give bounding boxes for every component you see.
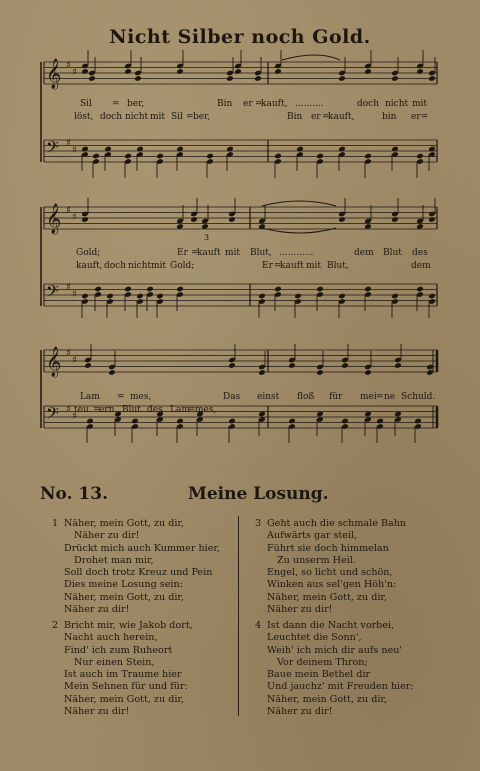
lyric: mit bbox=[151, 261, 167, 271]
lyric: Lam bbox=[170, 405, 190, 415]
note-head bbox=[341, 362, 349, 369]
note-head bbox=[428, 293, 436, 300]
note-head bbox=[134, 75, 142, 82]
lyric: nicht bbox=[125, 112, 149, 122]
lyric: = bbox=[93, 405, 101, 415]
lyric: Blut, bbox=[327, 261, 349, 271]
hymn-title: Meine Losung. bbox=[188, 484, 329, 504]
verse-line: Nur einen Stein, bbox=[74, 656, 155, 668]
note-head bbox=[391, 216, 399, 223]
lyric: einst bbox=[257, 392, 280, 402]
verse-number: 1 bbox=[52, 518, 59, 529]
sharp-sign: ♯ bbox=[66, 138, 71, 149]
lyric: Sil bbox=[80, 99, 92, 109]
sharp-sign: ♯ bbox=[72, 411, 77, 422]
sharp-sign: ♯ bbox=[72, 212, 77, 223]
verse-line: Näher zu dir! bbox=[64, 706, 130, 718]
lyric: nicht bbox=[128, 261, 152, 271]
verse-4 bbox=[255, 620, 414, 718]
lyric: mit bbox=[412, 99, 428, 109]
verse-line: Weih' ich mich dir aufs neu' bbox=[267, 644, 403, 656]
lyric: kauft, bbox=[76, 261, 103, 271]
lyric: = bbox=[322, 112, 330, 122]
lyric: doch bbox=[104, 261, 127, 271]
verse-line: Baue mein Bethel dir bbox=[267, 669, 371, 681]
verse-line: Dies meine Losung sein: bbox=[64, 579, 183, 591]
lyric: Bin bbox=[217, 99, 233, 109]
sharp-sign: ♯ bbox=[72, 289, 77, 300]
lyric: = bbox=[274, 261, 282, 271]
note-head bbox=[124, 286, 132, 293]
verse-line: Näher, mein Gott, zu dir, bbox=[64, 591, 184, 603]
note-head bbox=[131, 418, 139, 425]
note-head bbox=[106, 293, 114, 300]
lyric: für bbox=[329, 392, 343, 402]
note-head bbox=[81, 68, 89, 75]
note-head bbox=[288, 418, 296, 425]
treble-clef: 𝄞 bbox=[46, 204, 62, 234]
verse-line: Drückt mich auch Kummer hier, bbox=[64, 542, 220, 554]
lyric: doch bbox=[357, 99, 380, 109]
lyric: Er bbox=[262, 261, 273, 271]
lyric: er bbox=[243, 99, 253, 109]
note-head bbox=[428, 216, 436, 223]
lyric: löst, bbox=[74, 112, 94, 122]
bass-clef: 𝄢 bbox=[46, 137, 59, 161]
lyric: kauft bbox=[280, 261, 304, 271]
slur bbox=[282, 55, 340, 60]
lyric: Blut, bbox=[250, 248, 272, 258]
lyric: mei bbox=[360, 392, 377, 402]
sharp-sign: ♯ bbox=[66, 205, 71, 216]
note-head bbox=[391, 293, 399, 300]
note-head bbox=[338, 293, 346, 300]
sharp-sign: ♯ bbox=[66, 348, 71, 359]
lyric: = bbox=[191, 248, 199, 258]
verse-line: Näher, mein Gott, zu dir, bbox=[64, 518, 184, 529]
lyric: floß bbox=[297, 392, 315, 402]
sharp-sign: ♯ bbox=[72, 355, 77, 366]
lyric: = bbox=[186, 112, 194, 122]
note-head bbox=[294, 293, 302, 300]
column-divider bbox=[238, 516, 239, 716]
note-head bbox=[146, 286, 154, 293]
sharp-sign: ♯ bbox=[66, 404, 71, 415]
note-head bbox=[341, 418, 349, 425]
lyric: dem bbox=[411, 261, 431, 271]
lyric: mit bbox=[306, 261, 322, 271]
lyric: ............ bbox=[279, 248, 314, 258]
lyric: Gold; bbox=[76, 248, 101, 258]
note-head bbox=[108, 369, 116, 376]
lyric: Blut bbox=[383, 248, 402, 258]
note-head bbox=[288, 362, 296, 369]
note-head bbox=[156, 153, 164, 160]
lyric: teu bbox=[74, 405, 89, 415]
verse-line: Geht auch die schmale Bahn bbox=[267, 518, 407, 529]
song-title: Nicht Silber noch Gold. bbox=[109, 26, 371, 48]
lyric: Lam bbox=[80, 392, 100, 402]
verse-line: Näher zu dir! bbox=[267, 604, 333, 616]
note-head bbox=[124, 68, 132, 75]
lyric: ne bbox=[384, 392, 396, 402]
note-head bbox=[416, 68, 424, 75]
note-head bbox=[416, 286, 424, 293]
slur bbox=[262, 201, 336, 206]
sharp-sign: ♯ bbox=[72, 67, 77, 78]
sharp-sign: ♯ bbox=[66, 60, 71, 71]
note-head bbox=[316, 369, 324, 376]
verse-number: 3 bbox=[255, 518, 262, 529]
verse-line: Zu unserm Heil. bbox=[277, 554, 356, 566]
verse-line: Drohet man mir, bbox=[74, 554, 154, 566]
note-head bbox=[364, 369, 372, 376]
verse-line: Führt sie doch himmelan bbox=[267, 542, 389, 554]
lyric: er bbox=[311, 112, 321, 122]
note-head bbox=[391, 75, 399, 82]
lyric: dem bbox=[354, 248, 374, 258]
lyric: Gold; bbox=[170, 261, 195, 271]
note-head bbox=[176, 68, 184, 75]
verse-line: Ist dann die Nacht vorbei, bbox=[267, 620, 395, 631]
note-head bbox=[88, 75, 96, 82]
note-head bbox=[364, 68, 372, 75]
verse-line: Mein Sehnen für und für: bbox=[64, 681, 188, 693]
note-head bbox=[338, 216, 346, 223]
note-head bbox=[190, 216, 198, 223]
note-head bbox=[428, 75, 436, 82]
verse-line: Näher zu dir! bbox=[64, 604, 130, 616]
lyric: mes, bbox=[195, 405, 217, 415]
sharp-sign: ♯ bbox=[72, 145, 77, 156]
note-head bbox=[81, 293, 89, 300]
note-head bbox=[364, 286, 372, 293]
lyric: kauft bbox=[197, 248, 221, 258]
verse-line: Näher, mein Gott, zu dir, bbox=[267, 591, 387, 603]
verse-3 bbox=[255, 518, 407, 616]
note-head bbox=[136, 293, 144, 300]
note-head bbox=[416, 153, 424, 160]
note-head bbox=[376, 418, 384, 425]
note-head bbox=[258, 293, 266, 300]
note-head bbox=[124, 153, 132, 160]
verse-line: Leuchtet die Sonn', bbox=[267, 632, 362, 644]
note-head bbox=[228, 418, 236, 425]
lyric: er= bbox=[411, 112, 429, 122]
verse-number: 4 bbox=[255, 620, 262, 631]
note-head bbox=[394, 362, 402, 369]
lyric: ber, bbox=[193, 112, 211, 122]
lyric: ern bbox=[99, 405, 115, 415]
verse-line: Bricht mir, wie Jakob dort, bbox=[64, 620, 193, 631]
lyric: Das bbox=[223, 392, 241, 402]
lyric: = bbox=[376, 392, 384, 402]
lyric: doch bbox=[100, 112, 123, 122]
note-head bbox=[228, 216, 236, 223]
note-head bbox=[338, 75, 346, 82]
lyric: = bbox=[112, 99, 120, 109]
lyric: Er bbox=[177, 248, 188, 258]
verse-line: Ist auch im Traume hier bbox=[64, 669, 182, 681]
note-head bbox=[92, 153, 100, 160]
lyric: des bbox=[147, 405, 163, 415]
lyric: Sil bbox=[171, 112, 183, 122]
triplet-mark: 3 bbox=[204, 233, 210, 242]
note-head bbox=[206, 153, 214, 160]
note-head bbox=[176, 418, 184, 425]
verse-number: 2 bbox=[52, 620, 59, 631]
lyric: .......... bbox=[295, 99, 324, 109]
treble-clef: 𝄞 bbox=[46, 59, 62, 89]
bass-clef: 𝄢 bbox=[46, 281, 59, 305]
note-head bbox=[84, 362, 92, 369]
verse-line: Und jauchz' mit Freuden hier: bbox=[267, 681, 414, 693]
note-head bbox=[316, 286, 324, 293]
bass-clef: 𝄢 bbox=[46, 403, 59, 427]
note-head bbox=[176, 286, 184, 293]
lyric: Bin bbox=[287, 112, 303, 122]
verse-line: Find' ich zum Ruheort bbox=[64, 644, 173, 656]
verse-line: Vor deinem Thron; bbox=[277, 656, 368, 668]
verse-line: Engel, so licht und schön, bbox=[267, 567, 393, 579]
note-head bbox=[364, 153, 372, 160]
note-head bbox=[156, 293, 164, 300]
verse-2 bbox=[52, 620, 193, 718]
verse-1 bbox=[52, 518, 220, 616]
hymn-number: No. 13. bbox=[40, 484, 108, 504]
note-head bbox=[274, 68, 282, 75]
verse-line: Näher zu dir! bbox=[74, 530, 140, 542]
lyric: ber, bbox=[127, 99, 145, 109]
lyric: = bbox=[255, 99, 263, 109]
lyric: mes, bbox=[130, 392, 152, 402]
lyric: = bbox=[117, 392, 125, 402]
note-head bbox=[81, 216, 89, 223]
lyric: nicht bbox=[385, 99, 409, 109]
note-head bbox=[226, 75, 234, 82]
lyric: mit bbox=[225, 248, 241, 258]
verse-line: Näher, mein Gott, zu dir, bbox=[64, 693, 184, 705]
note-head bbox=[86, 418, 94, 425]
verse-line: Nacht auch herein, bbox=[64, 632, 158, 644]
verse-line: Soll doch trotz Kreuz und Pein bbox=[64, 567, 213, 579]
verse-line: Näher, mein Gott, zu dir, bbox=[267, 693, 387, 705]
lyric: Blut bbox=[122, 405, 141, 415]
lyric: kauft, bbox=[261, 99, 288, 109]
note-head bbox=[258, 369, 266, 376]
note-head bbox=[234, 68, 242, 75]
verse-line: Näher zu dir! bbox=[267, 706, 333, 718]
lyric: Schuld. bbox=[401, 392, 436, 402]
lyric: mit bbox=[150, 112, 166, 122]
note-head bbox=[274, 286, 282, 293]
note-head bbox=[274, 153, 282, 160]
note-head bbox=[94, 286, 102, 293]
treble-clef: 𝄞 bbox=[46, 347, 62, 377]
note-head bbox=[228, 362, 236, 369]
note-head bbox=[414, 418, 422, 425]
lyric: = bbox=[188, 405, 196, 415]
note-head bbox=[254, 75, 262, 82]
verse-line: Aufwärts gar steil, bbox=[267, 530, 358, 542]
note-head bbox=[316, 153, 324, 160]
lyric: des bbox=[412, 248, 428, 258]
lyric: bin bbox=[382, 112, 397, 122]
lyric: kauft, bbox=[328, 112, 355, 122]
sharp-sign: ♯ bbox=[66, 282, 71, 293]
verse-line: Winken aus sel'gen Höh'n: bbox=[267, 579, 397, 591]
